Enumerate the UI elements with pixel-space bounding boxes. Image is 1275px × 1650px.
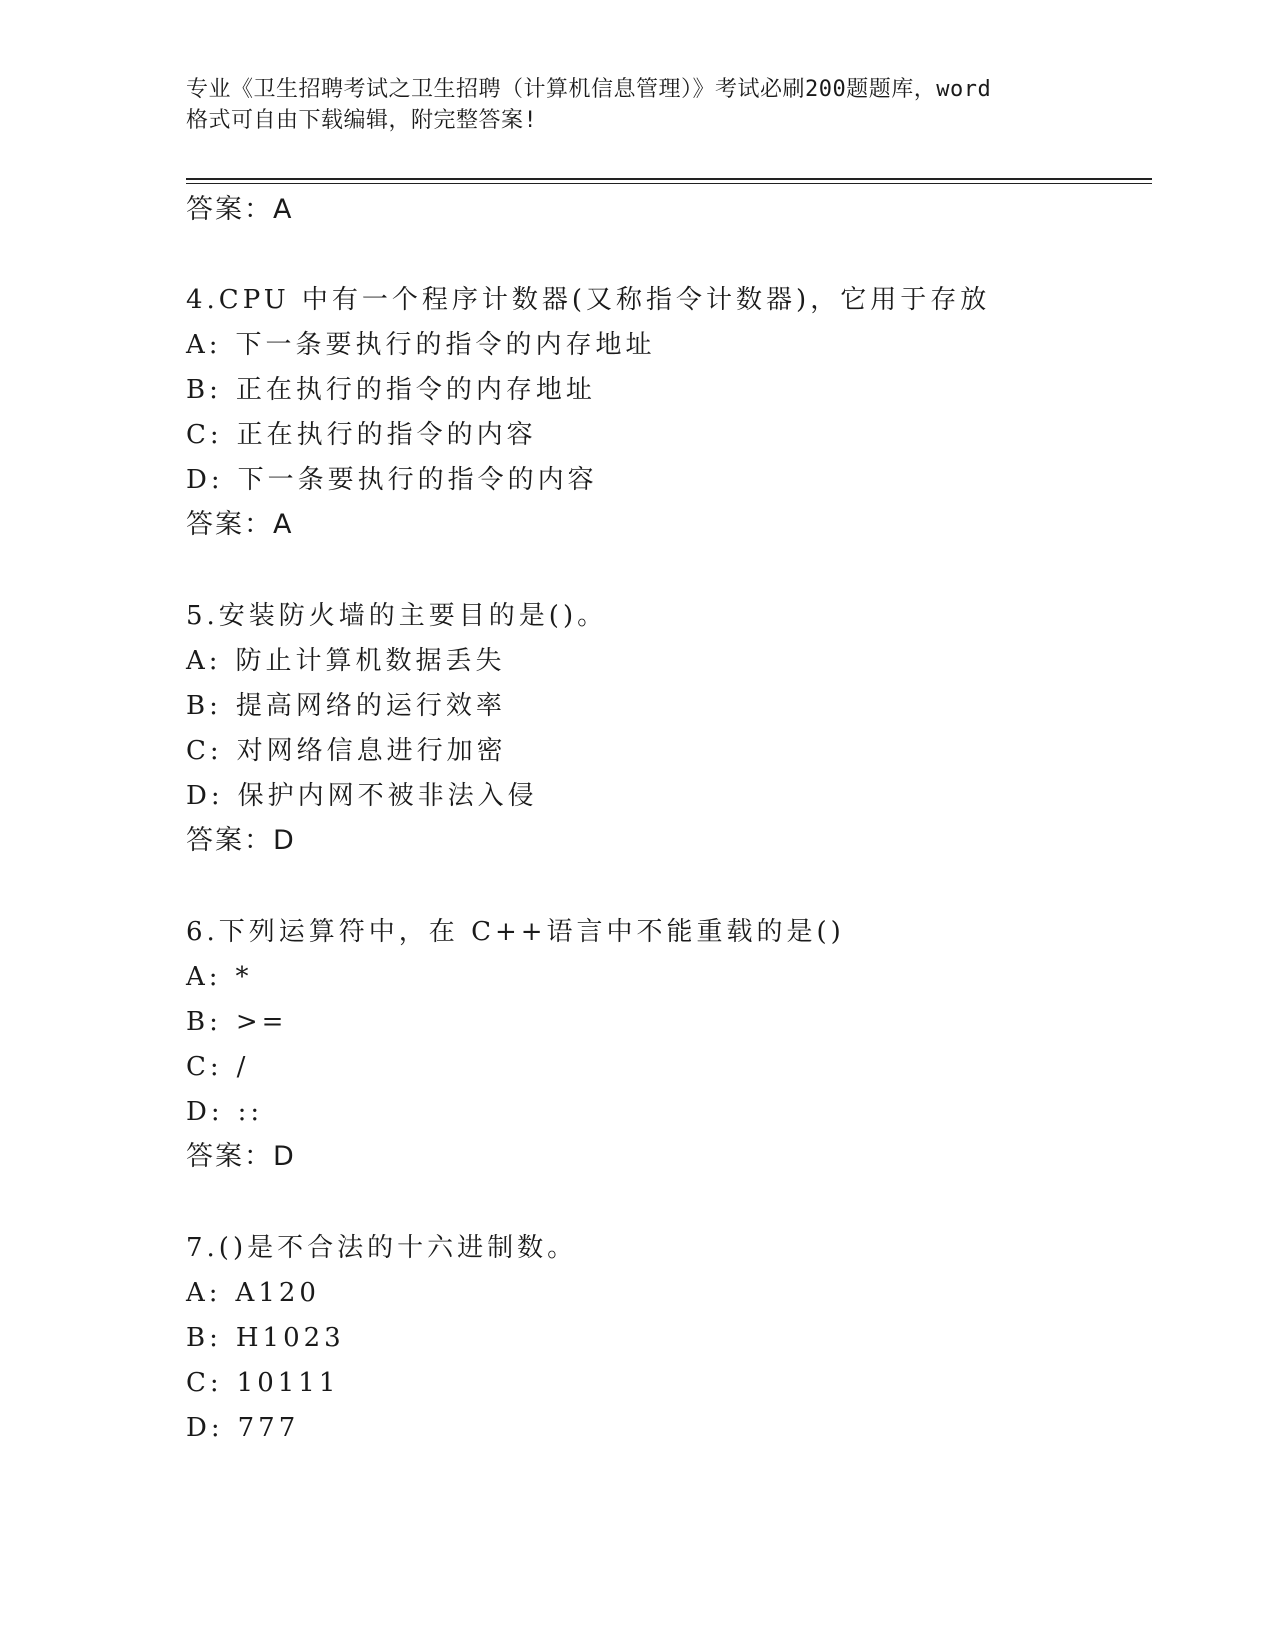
option-label: A: bbox=[186, 330, 222, 360]
question-7-option-c bbox=[186, 1367, 339, 1399]
question-4-option-b bbox=[186, 374, 596, 406]
option-text: / bbox=[236, 1052, 250, 1082]
option-label: A: bbox=[186, 1278, 222, 1308]
option-text: A120 bbox=[235, 1278, 320, 1308]
option-label: D: bbox=[186, 465, 224, 495]
header-line-1: 专业《卫生招聘考试之卫生招聘（计算机信息管理）》考试必刷200题题库，word bbox=[186, 77, 992, 102]
option-text: 对网络信息进行加密 bbox=[236, 736, 507, 766]
question-6-option-d bbox=[186, 1096, 263, 1128]
option-text: 777 bbox=[237, 1413, 300, 1443]
question-6-option-c bbox=[186, 1051, 249, 1083]
question-6-answer: 答案：D bbox=[186, 1141, 296, 1172]
option-text: 正在执行的指令的内容 bbox=[236, 420, 537, 450]
option-text: >= bbox=[235, 1007, 288, 1037]
question-4-text: 4.CPU 中有一个程序计数器(又称指令计数器)，它用于存放 bbox=[186, 285, 991, 315]
option-text: * bbox=[235, 962, 253, 992]
question-4-option-d bbox=[186, 464, 598, 496]
question-4-option-a bbox=[186, 329, 656, 361]
question-4-answer: 答案：A bbox=[186, 509, 294, 540]
question-7-option-a bbox=[186, 1277, 320, 1309]
option-label: B: bbox=[186, 375, 222, 405]
option-text: 提高网络的运行效率 bbox=[235, 691, 506, 721]
option-label: D: bbox=[186, 781, 224, 811]
question-5-option-c bbox=[186, 735, 507, 767]
option-label: D: bbox=[186, 1413, 224, 1443]
question-4-option-c bbox=[186, 419, 537, 451]
question-6-text: 6.下列运算符中，在 C++语言中不能重载的是() bbox=[186, 917, 845, 947]
option-label: D: bbox=[186, 1097, 224, 1127]
option-text: H1023 bbox=[235, 1323, 345, 1353]
option-text: 10111 bbox=[236, 1368, 340, 1398]
option-label: C: bbox=[186, 736, 223, 766]
option-label: C: bbox=[186, 1368, 223, 1398]
option-text: 保护内网不被非法入侵 bbox=[237, 781, 538, 811]
question-5-text: 5.安装防火墙的主要目的是()。 bbox=[186, 601, 608, 631]
option-label: A: bbox=[186, 646, 222, 676]
header-divider-thin bbox=[186, 183, 1152, 184]
header-divider bbox=[186, 178, 1152, 180]
option-label: B: bbox=[186, 691, 222, 721]
option-label: A: bbox=[186, 962, 222, 992]
option-label: B: bbox=[186, 1007, 222, 1037]
option-label: B: bbox=[186, 1323, 222, 1353]
option-text: 下一条要执行的指令的内容 bbox=[237, 465, 598, 495]
question-5-option-d bbox=[186, 780, 538, 812]
document-header bbox=[186, 74, 1086, 136]
option-text: 防止计算机数据丢失 bbox=[235, 646, 506, 676]
option-text: :: bbox=[237, 1097, 264, 1127]
header-line-2: 格式可自由下载编辑，附完整答案! bbox=[186, 108, 538, 133]
question-7-option-b bbox=[186, 1322, 345, 1354]
question-5-answer: 答案：D bbox=[186, 825, 296, 856]
option-text: 下一条要执行的指令的内存地址 bbox=[235, 330, 656, 360]
option-text: 正在执行的指令的内存地址 bbox=[235, 375, 596, 405]
question-5-option-a bbox=[186, 645, 506, 677]
question-7-option-d bbox=[186, 1412, 299, 1444]
option-label: C: bbox=[186, 1052, 223, 1082]
previous-answer: 答案：A bbox=[186, 194, 294, 225]
question-5-option-b bbox=[186, 690, 506, 722]
question-7-text: 7.()是不合法的十六进制数。 bbox=[186, 1233, 578, 1263]
question-6-option-b bbox=[186, 1006, 287, 1038]
question-6-option-a bbox=[186, 961, 253, 993]
option-label: C: bbox=[186, 420, 223, 450]
